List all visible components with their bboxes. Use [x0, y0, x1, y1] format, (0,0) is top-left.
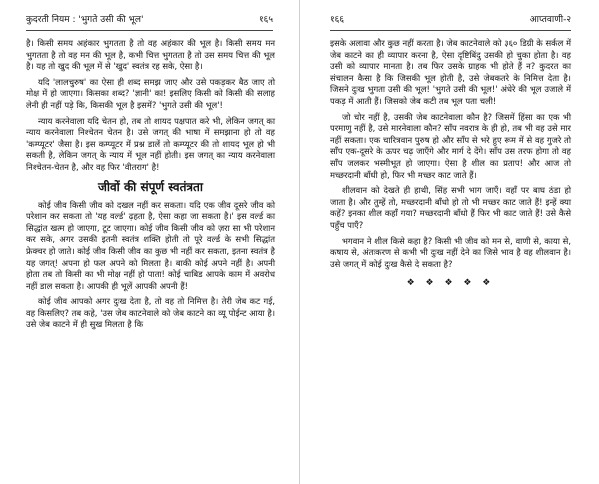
- left-body-text: [26, 38, 275, 331]
- right-body-text: [330, 38, 571, 290]
- right-page-header: [330, 12, 571, 28]
- running-title: कुदरती नियम : 'भुगते उसी की भूल': [26, 15, 144, 25]
- paragraph: इसके अलावा और कुछ नहीं करता है। जेब काटनेवाले को ३६० डिग्री के सर्कल में जेब काटने का ही व्यापार करना है, ऐसा दृष्टिबिंदु उसकी हो चुका होता है। वह उसी को व्यापार मानता है। तब फिर उसके ग्राहक भी होते हैं न? कुदरत का संचालन कैसा है कि जिसकी भूल होती है, उसे जेबकतरे के निमित्त देता है। जिसने दुःख भुगता उसी की भूल! 'भुगते उसी की भूल!' अंधेरे की भूल उजाले में पकड़ में आती हैं। जिसको जेब कटी तब भूल पता चली!: [330, 38, 571, 106]
- paragraph: न्याय करनेवाला यदि चेतन हो, तब तो शायद पक्षपात करे भी, लेकिन जगत् का न्याय करनेवाला निश्चेतन चेतन है। उसे जगत् की भाषा में समझाना हो तो वह 'कम्प्यूटर' जैसा है। इस कम्प्यूटर में प्रश्न डालें तो कम्प्यूटर की तो शायद भूल हो भी सकती है, लेकिन जगत् के न्याय में भूल नहीं होती। इस जगत् का न्याय करनेवाला निश्चेतन-चेतन है, और वह फिर 'वीतराग' है!: [26, 115, 275, 172]
- section-heading: जीवों की संपूर्ण स्वतंत्रता: [97, 179, 203, 194]
- header-rule: [26, 30, 273, 31]
- paragraph: यदि 'लालचुरुष' का ऐसा ही शब्द समझ जाए और उसे पकड़कर बैठ जाए तो मोक्ष में हो जाएगा। किसका शब्द? 'ज्ञानी' का! इसलिए किसी को किसी की सलाह लेनी ही नहीं पड़े कि, किसकी भूल है इसमें? 'भुगते उसी की भूल'!: [26, 76, 275, 110]
- section-end-ornament: ❖ ❖ ❖ ❖ ❖: [406, 278, 495, 289]
- running-title: आप्तवाणी-२: [529, 15, 571, 25]
- page-number: १६६: [330, 15, 345, 25]
- paragraph: जो चोर नहीं है, उसकी जेब काटनेवाला कौन है? जिसमें हिंसा का एक भी परमाणु नहीं है, उसे मारनेवाला कौन? साँप नवरात्र के ही हो, तब भी वह उसे मार नहीं सकता। एक चारित्रवान पुरुष हो और साँप से भरे हुए रूम में से वह गुजरे तो साँप एक-दूसरे के ऊपर चढ़ जाएँगे और मार्ग दे देंगे। साँप उस तरफ होगा तो वह साँप जलकर भस्मीभूत हो जाएगा। ऐसा है शील का प्रताप! और आज तो मच्छरदानी बाँधी हो, फिर भी मच्छर काट जाते हैं।: [330, 111, 571, 180]
- page-number: १६५: [258, 15, 273, 25]
- paragraph: है। किसी समय अहंकार भुगतता है तो वह अहंकार की भूल है। किसी समय मन भुगतता है तो वह मन की भूल है, कभी चित्त भुगतता है तो उस समय चित्त की भूल है। यह तो खुद की भूल में से 'खुद' स्वतंत्र रह सके, ऐसा है।: [26, 38, 275, 72]
- left-page-header: [26, 12, 273, 28]
- header-rule: [330, 30, 571, 31]
- paragraph: कोई जीव किसी जीव को दखल नहीं कर सकता। यदि एक जीव दूसरे जीव को परेशान कर सकता तो 'यह वर्ल्ड' ढ़हता है, ऐसा कहा जा सकता है।' इस वर्ल्ड का सिद्धांत खत्म हो जाएगा, टूट जाएगा। कोई जीव किसी जीव को ज़रा सा भी परेशान कर सके, अगर उसकी इतनी स्वतंत्र शक्ति होती तो पूरे वर्ल्ड के सभी सिद्धांत फ्रेक्चर हो जाते। कोई जीव किसी जीव का कुछ भी नहीं कर सकता, इतना स्वतंत्र है यह जगत्! अपना हो फल अपने को मिलता है। बाकी कोई अपने नहीं है। अपनी होता तब तो किसी का भी मोक्ष नहीं हो पाता! कोई चाबिड आपके काम में अवरोध नहीं डाल सकता है। आपकी ही भूलें आपकी अपनी हैं!: [26, 199, 275, 291]
- right-page: [300, 0, 599, 484]
- paragraph: कोई जीव आपको अगर दुःख देता है, तो वह तो निमित्त है। तेरी जेब कट गई, वह किसलिए? तब कहे, 'उस जेब काटनेवाले को जेब काटने का व्यू पोईन्ट आया है। उसे जेब काटने में ही सुख मिलता है कि: [26, 296, 275, 330]
- paragraph: शीलवान को देखते ही हाथी, सिंह सभी भाग जाएँ। वहाँ पर बाघ ठंडा हो जाता है। और तुम्हें तो, मच्छरदानी बाँधो हो तो भी मच्छर काट जाते हैं! इन्हें क्या कहें? इनका शील कहाँ गया? मच्छरदानी बाँधो हैं फिर भी काट जाते हैं! उसे कैसे पहुँच पाएँ?: [330, 185, 571, 230]
- paragraph: भगवान ने शील किसे कहा है? किसी भी जीव को मन से, वाणी से, काया से, कषाय से, अंतःकरण से कभी भी दुःख नहीं देने का जिसे भाव है वह शीलवान है। उसे जगत् में कोई दुःख कैसे दे सकता है?: [330, 235, 571, 269]
